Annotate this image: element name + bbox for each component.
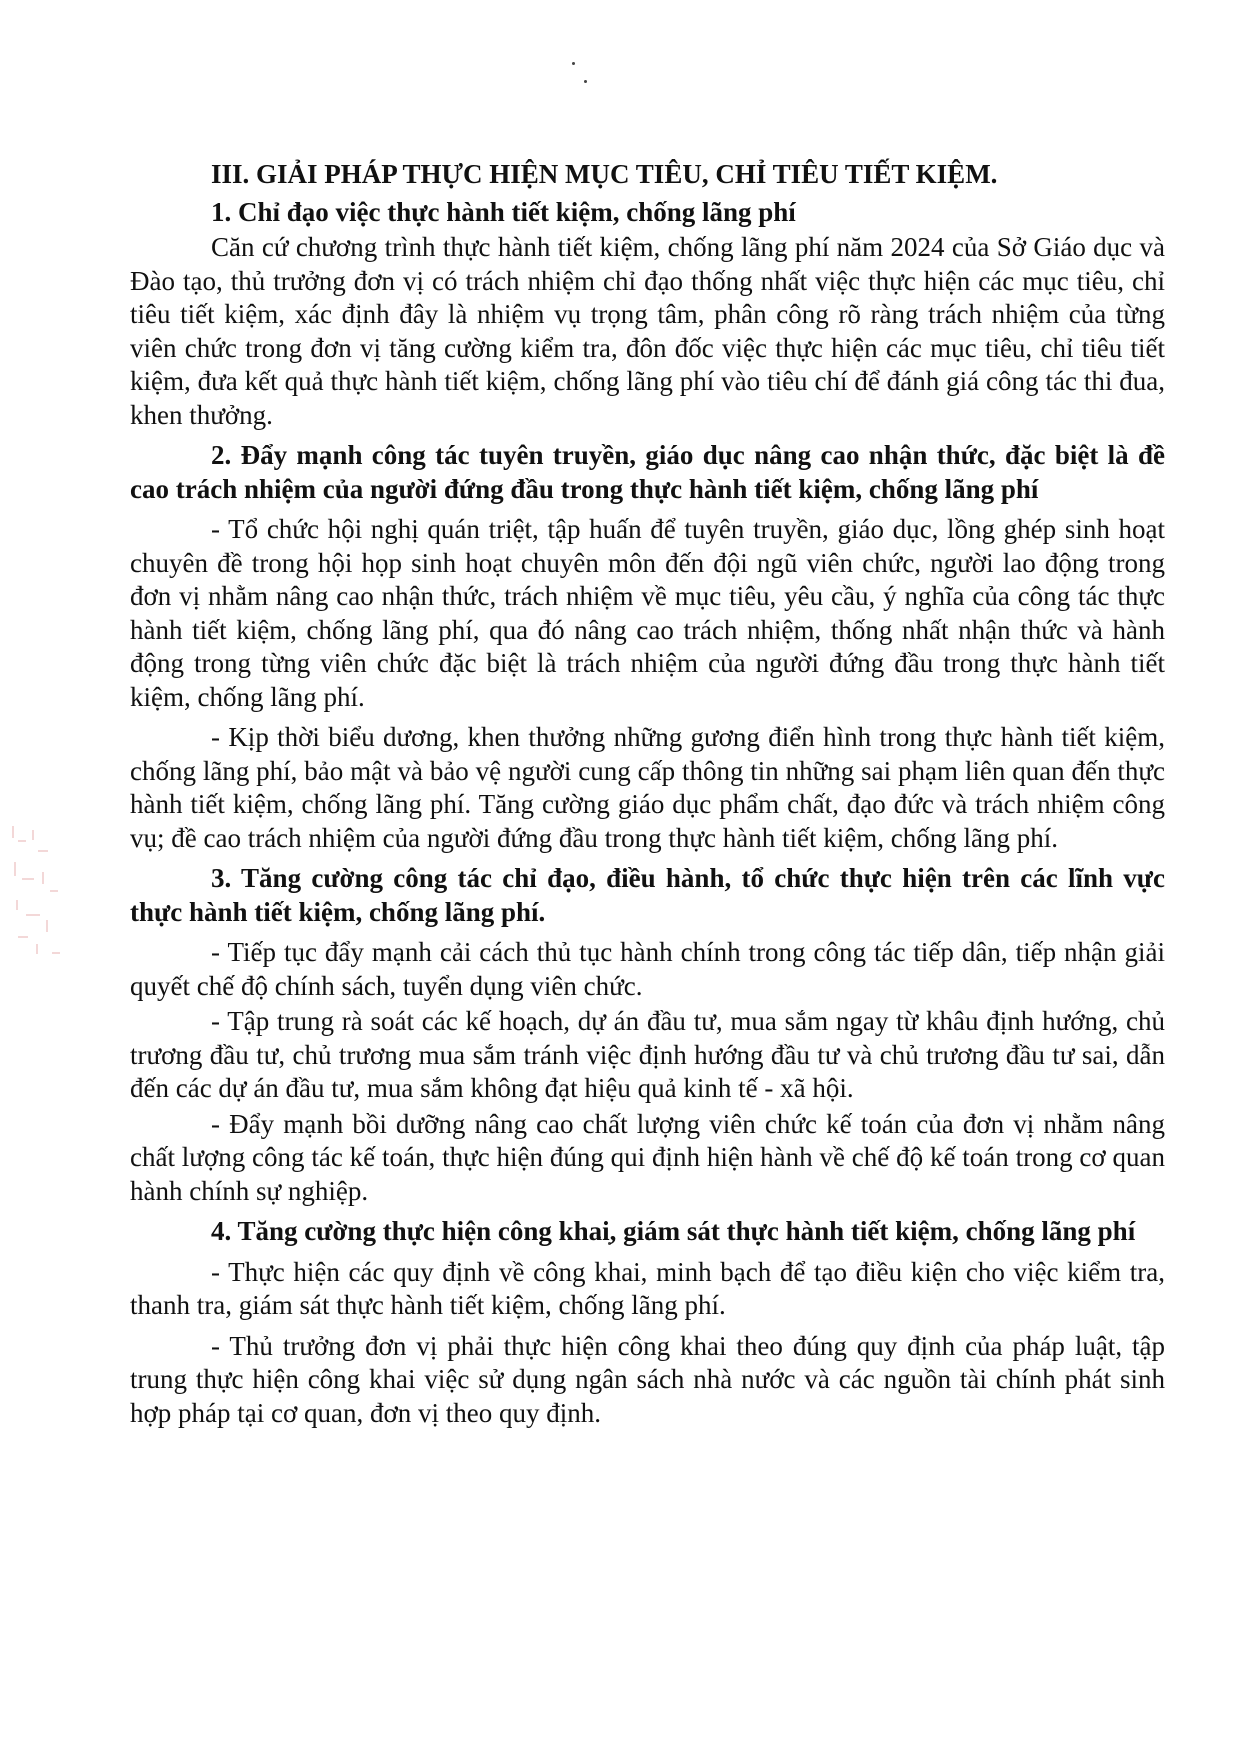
- paragraph: - Tập trung rà soát các kế hoạch, dự án đầu tư, mua sắm ngay từ khâu định hướng, chủ trương đầu tư, chủ trương mua sắm tránh việc định hướng đầu tư và chủ trương đầu tư sai, dẫn đến các dự án đầu tư, mua sắm không đạt hiệu quả kinh tế - xã hội.: [130, 1006, 1165, 1103]
- section-title: III. GIẢI PHÁP THỰC HIỆN MỤC TIÊU, CHỈ TIÊU TIẾT KIỆM.: [211, 159, 998, 189]
- scan-speck: [584, 80, 587, 83]
- paragraph: - Thủ trưởng đơn vị phải thực hiện công khai theo đúng quy định của pháp luật, tập trung thực hiện công khai việc sử dụng ngân sách nhà nước và các nguồn tài chính phát sinh hợp pháp tại cơ quan, đơn vị theo quy định.: [130, 1330, 1165, 1428]
- section-3: [130, 862, 1165, 1208]
- stamp-mark-icon: [8, 820, 66, 970]
- paragraph: - Kịp thời biểu dương, khen thưởng những gương điển hình trong thực hành tiết kiệm, chống lãng phí, bảo mật và bảo vệ người cung cấp thông tin những sai phạm liên quan đến thực hành tiết kiệm, chống lãng phí. Tăng cường giáo dục phẩm chất, đạo đức và trách nhiệm công vụ; đề cao trách nhiệm của người đứng đầu trong thực hành tiết kiệm, chống lãng phí.: [130, 722, 1165, 853]
- section-4: [130, 1215, 1165, 1430]
- section-2: [130, 439, 1165, 855]
- section-heading: 2. Đẩy mạnh công tác tuyên truyền, giáo dục nâng cao nhận thức, đặc biệt là đề cao trách nhiệm của người đứng đầu trong thực hành tiết kiệm, chống lãng phí: [130, 440, 1165, 504]
- section-heading: 1. Chỉ đạo việc thực hành tiết kiệm, chống lãng phí: [211, 196, 796, 227]
- paragraph: - Tổ chức hội nghị quán triệt, tập huấn để tuyên truyền, giáo dục, lồng ghép sinh hoạt chuyên đề trong hội họp sinh hoạt chuyên môn đến đội ngũ viên chức, người lao động trong đơn vị nhằm nâng cao nhận thức, trách nhiệm về mục tiêu, yêu cầu, ý nghĩa của công tác thực hành tiết kiệm, chống lãng phí, qua đó nâng cao trách nhiệm, thống nhất nhận thức và hành động trong từng viên chức đặc biệt là trách nhiệm của người đứng đầu trong thực hành tiết kiệm, chống lãng phí.: [130, 514, 1165, 712]
- document-body: [130, 158, 1165, 1437]
- section-heading: 4. Tăng cường thực hiện công khai, giám sát thực hành tiết kiệm, chống lãng phí: [211, 1216, 1136, 1246]
- section-heading: 3. Tăng cường công tác chỉ đạo, điều hành, tổ chức thực hiện trên các lĩnh vực thực hành tiết kiệm, chống lãng phí.: [130, 863, 1165, 927]
- paragraph: - Tiếp tục đẩy mạnh cải cách thủ tục hành chính trong công tác tiếp dân, tiếp nhận giải quyết chế độ chính sách, tuyển dụng viên chức.: [130, 937, 1165, 1001]
- scan-speck: [572, 62, 575, 65]
- paragraph: Căn cứ chương trình thực hành tiết kiệm, chống lãng phí năm 2024 của Sở Giáo dục và Đào tạo, thủ trưởng đơn vị có trách nhiệm chỉ đạo thống nhất việc thực hiện các mục tiêu, chỉ tiêu tiết kiệm, xác định đây là nhiệm vụ trọng tâm, phân công rõ ràng trách nhiệm của từng viên chức trong đơn vị tăng cường kiểm tra, đôn đốc việc thực hiện các mục tiêu, chỉ tiêu tiết kiệm, đưa kết quả thực hành tiết kiệm, chống lãng phí vào tiêu chí để đánh giá công tác thi đua, khen thưởng.: [130, 232, 1165, 430]
- paragraph: - Thực hiện các quy định về công khai, minh bạch để tạo điều kiện cho việc kiểm tra, thanh tra, giám sát thực hành tiết kiệm, chống lãng phí.: [130, 1256, 1165, 1320]
- paragraph: - Đẩy mạnh bồi dưỡng nâng cao chất lượng viên chức kế toán của đơn vị nhằm nâng chất lượng công tác kế toán, thực hiện đúng qui định hiện hành về chế độ kế toán trong cơ quan hành chính sự nghiệp.: [130, 1108, 1165, 1206]
- section-1: [130, 196, 1165, 433]
